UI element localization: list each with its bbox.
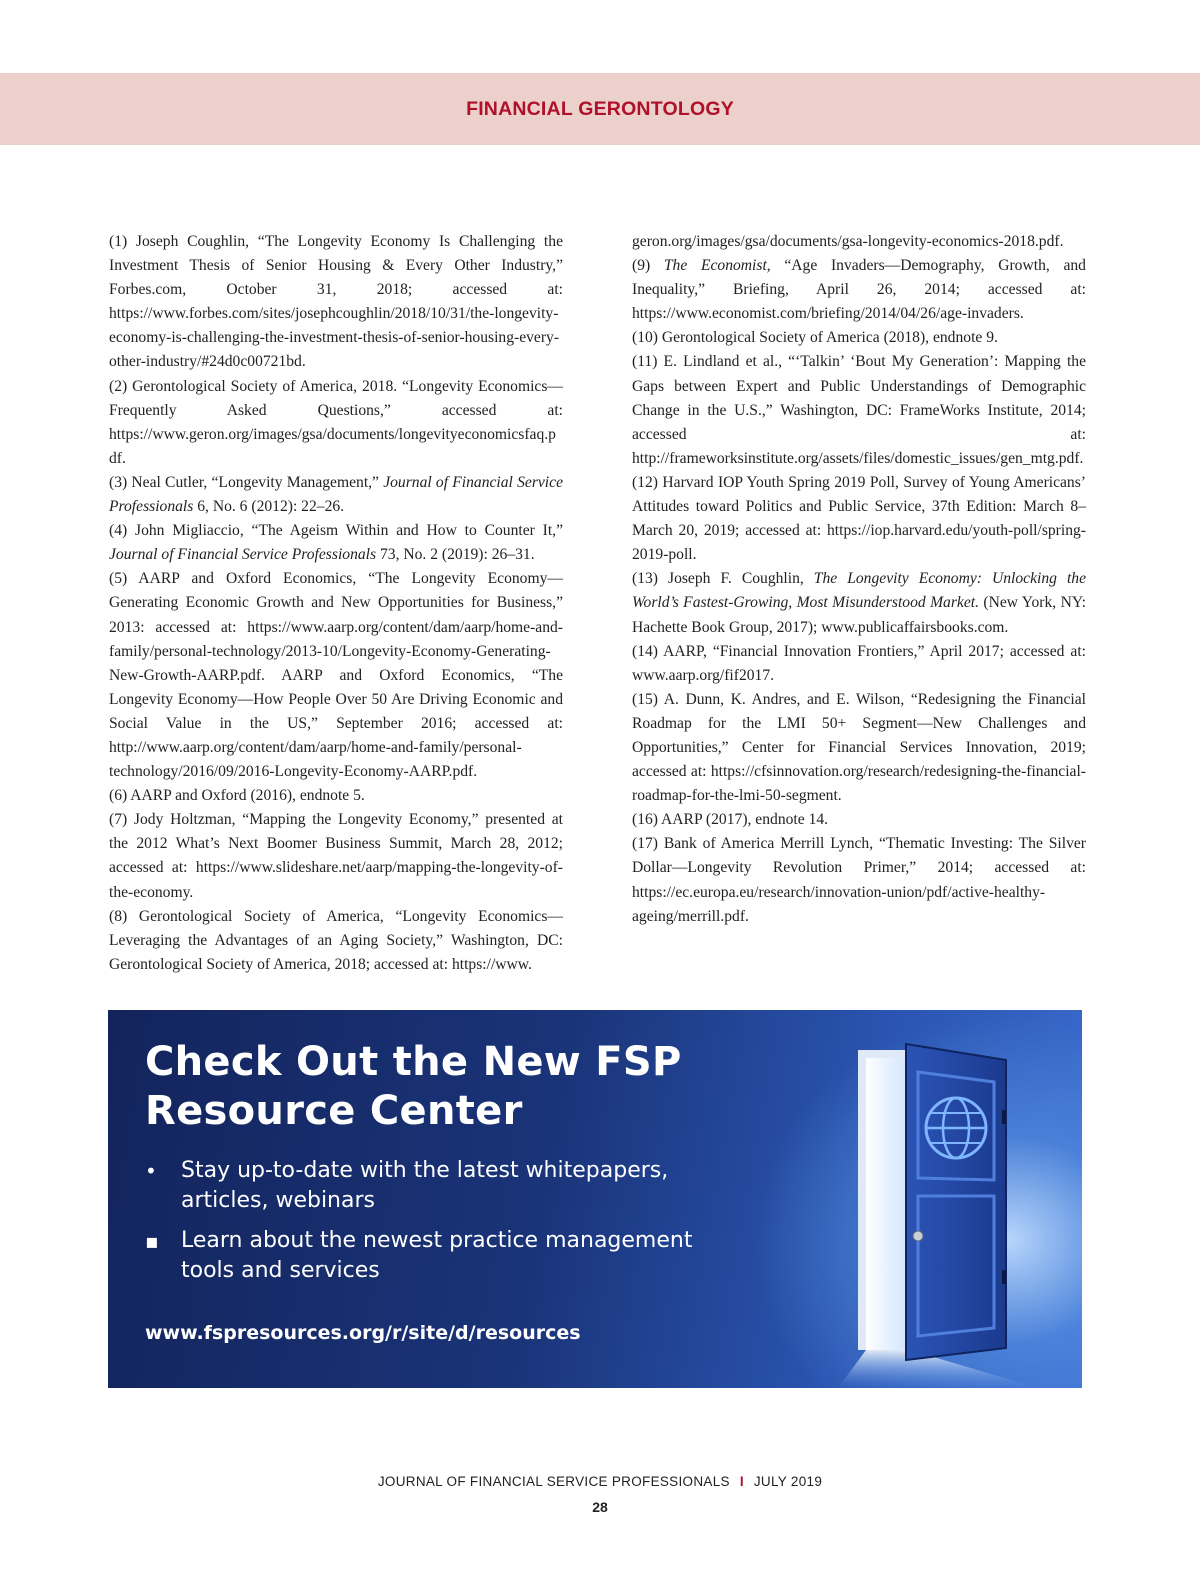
- section-header: [0, 73, 1200, 145]
- references-column-left: [109, 230, 563, 977]
- reference-text: 73, No. 2 (2019): 26–31.: [376, 546, 535, 564]
- reference-text: (2) Gerontological Society of America, 2018. “Longevity Economics—Frequently Asked Questions,” accessed at: https://www.geron.org/images/gsa/documents/longevityeconomicsfaq.pdf.: [109, 377, 563, 467]
- reference-entry: [632, 254, 1086, 326]
- reference-text: (3) Neal Cutler, “Longevity Management,”: [109, 473, 384, 491]
- reference-entry: [632, 808, 1086, 832]
- references-column-right: [632, 230, 1086, 929]
- reference-text: (17) Bank of America Merrill Lynch, “Thematic Investing: The Silver Dollar—Longevity Revolution Primer,” 2014; accessed at: https://ec.europa.eu/research/innovation-union/pdf/active-healthy-ageing/merrill.pdf.: [632, 835, 1086, 925]
- reference-text: (16) AARP (2017), endnote 14.: [632, 811, 829, 829]
- reference-entry: [632, 688, 1086, 808]
- reference-text: (14) AARP, “Financial Innovation Frontiers,” April 2017; accessed at: www.aarp.org/fif2017.: [632, 642, 1086, 684]
- ad-bullet: [145, 1226, 725, 1286]
- reference-text: (1) Joseph Coughlin, “The Longevity Economy Is Challenging the Investment Thesis of Senior Housing & Every Other Industry,” Forbes.com, October 31, 2018; accessed at: https://www.forbes.com/sites/josephcoughlin/2018/10/31/the-longevity-economy-is-challenging-the-investment-thesis-of-senior-housing-every-other-industry/#24d0c00721bd.: [109, 233, 563, 371]
- reference-text: (4) John Migliaccio, “The Ageism Within and How to Counter It,”: [109, 522, 563, 540]
- ad-title-line2: Resource Center: [145, 1088, 523, 1134]
- reference-text: (7) Jody Holtzman, “Mapping the Longevity Economy,” presented at the 2012 What’s Next Boomer Business Summit, March 28, 2012; accessed at: https://www.slideshare.net/aarp/mapping-the-longevity-of-the-economy.: [109, 811, 563, 901]
- issue-date: JULY 2019: [753, 1474, 823, 1489]
- ad-bullet: [145, 1156, 725, 1216]
- reference-entry: [632, 350, 1086, 470]
- reference-entry: [632, 640, 1086, 688]
- reference-text: (15) A. Dunn, K. Andres, and E. Wilson, “Redesigning the Financial Roadmap for the LMI 50+ Segment—New Challenges and Opportunities,” Center for Financial Services Innovation, 2019; accessed at: https://cfsinnovation.org/research/redesigning-the-financial-roadmap-for-the-lmi-50-segment.: [632, 690, 1086, 805]
- reference-text: (10) Gerontological Society of America (2018), endnote 9.: [632, 329, 998, 347]
- journal-name: JOURNAL OF FINANCIAL SERVICE PROFESSIONALS: [377, 1474, 730, 1489]
- reference-text: (New York, NY: Hachette Book Group, 2017); www.publicaffairsbooks.com.: [632, 594, 1086, 636]
- page-number: 28: [592, 1499, 608, 1515]
- reference-text: (12) Harvard IOP Youth Spring 2019 Poll, Survey of Young Americans’ Attitudes toward Politics and Public Service, 37th Edition: March 8–March 20, 2019; accessed at: https://iop.harvard.edu/youth-poll/spring-2019-poll.: [632, 473, 1086, 564]
- reference-italic-title: Journal of Financial Service Professionals: [109, 546, 377, 564]
- reference-entry: [632, 832, 1086, 928]
- reference-entry: [109, 905, 563, 977]
- ad-bullet-text: Stay up-to-date with the latest whitepapers, articles, webinars: [181, 1158, 669, 1213]
- reference-italic-title: The Longevity Economy: Unlocking the World’s Fastest-Growing, Most Misunderstood Market.: [632, 570, 1086, 612]
- reference-text: (9): [632, 257, 664, 275]
- reference-entry: [632, 567, 1086, 639]
- ad-bullet-text: Learn about the newest practice management tools and services: [181, 1228, 693, 1283]
- reference-text: (11) E. Lindland et al., “‘Talkin’ ‘Bout My Generation’: Mapping the Gaps between Expert and Public Understandings of Demographic Change in the U.S.,” Washington, DC: FrameWorks Institute, 2014; accessed at: http://frameworksinstitute.org/assets/files/domestic_issues/gen_mtg.pdf.: [632, 353, 1086, 467]
- reference-text: “Age Invaders—Demography, Growth, and Inequality,” Briefing, April 26, 2014; accessed at: https://www.economist.com/briefing/2014/04/26/age-invaders.: [632, 257, 1086, 323]
- reference-entry: [109, 519, 563, 567]
- section-title: FINANCIAL GERONTOLOGY: [466, 97, 734, 120]
- resource-center-ad[interactable]: [108, 1010, 1082, 1388]
- ad-url-link[interactable]: www.fspresources.org/r/site/d/resources: [145, 1322, 581, 1344]
- reference-entry: [109, 375, 563, 471]
- reference-entry: [109, 230, 563, 375]
- reference-text: 6, No. 6 (2012): 22–26.: [193, 498, 345, 516]
- reference-italic-title: Journal of Financial Service Professionals: [109, 473, 563, 516]
- reference-text: (8) Gerontological Society of America, “Longevity Economics—Leveraging the Advantages of an Aging Society,” Washington, DC: Gerontological Society of America, 2018; accessed at: https://www.: [109, 907, 563, 973]
- page-footer: [0, 1474, 1200, 1489]
- footer-separator: I: [739, 1474, 744, 1489]
- reference-entry: [632, 471, 1086, 567]
- reference-entry: [109, 471, 563, 519]
- bullet-mark: •: [145, 1159, 157, 1183]
- ad-bullet-list: [145, 1156, 725, 1296]
- reference-text: (5) AARP and Oxford Economics, “The Longevity Economy—Generating Economic Growth and New Opportunities for Business,” 2013: accessed at: https://www.aarp.org/content/dam/aarp/home-and-family/personal-technology/2013-10/Longevity-Economy-Generating-New-Growth-AARP.pdf. AARP and Oxford Economics, “The Longevity Economy—How People Over 50 Are Driving Economic and Social Value in the US,” September 2016; accessed at: http://www.aarp.org/content/dam/aarp/home-and-family/personal-technology/2016/09/2016-Longevity-Economy-AARP.pdf.: [109, 570, 563, 781]
- reference-entry: [109, 784, 563, 808]
- bullet-mark: ▪: [145, 1229, 159, 1253]
- reference-text: (6) AARP and Oxford (2016), endnote 5.: [109, 787, 365, 805]
- reference-text: (13) Joseph F. Coughlin,: [632, 570, 814, 588]
- ad-title: [145, 1038, 682, 1136]
- reference-text: geron.org/images/gsa/documents/gsa-longevity-economics-2018.pdf.: [632, 233, 1064, 250]
- reference-entry: [109, 567, 563, 784]
- ad-title-line1: Check Out the New FSP: [145, 1039, 682, 1085]
- reference-italic-title: The Economist,: [663, 257, 771, 275]
- reference-entry: [632, 230, 1086, 254]
- open-door-icon: [838, 1030, 1082, 1388]
- reference-entry: [632, 326, 1086, 350]
- reference-entry: [109, 808, 563, 904]
